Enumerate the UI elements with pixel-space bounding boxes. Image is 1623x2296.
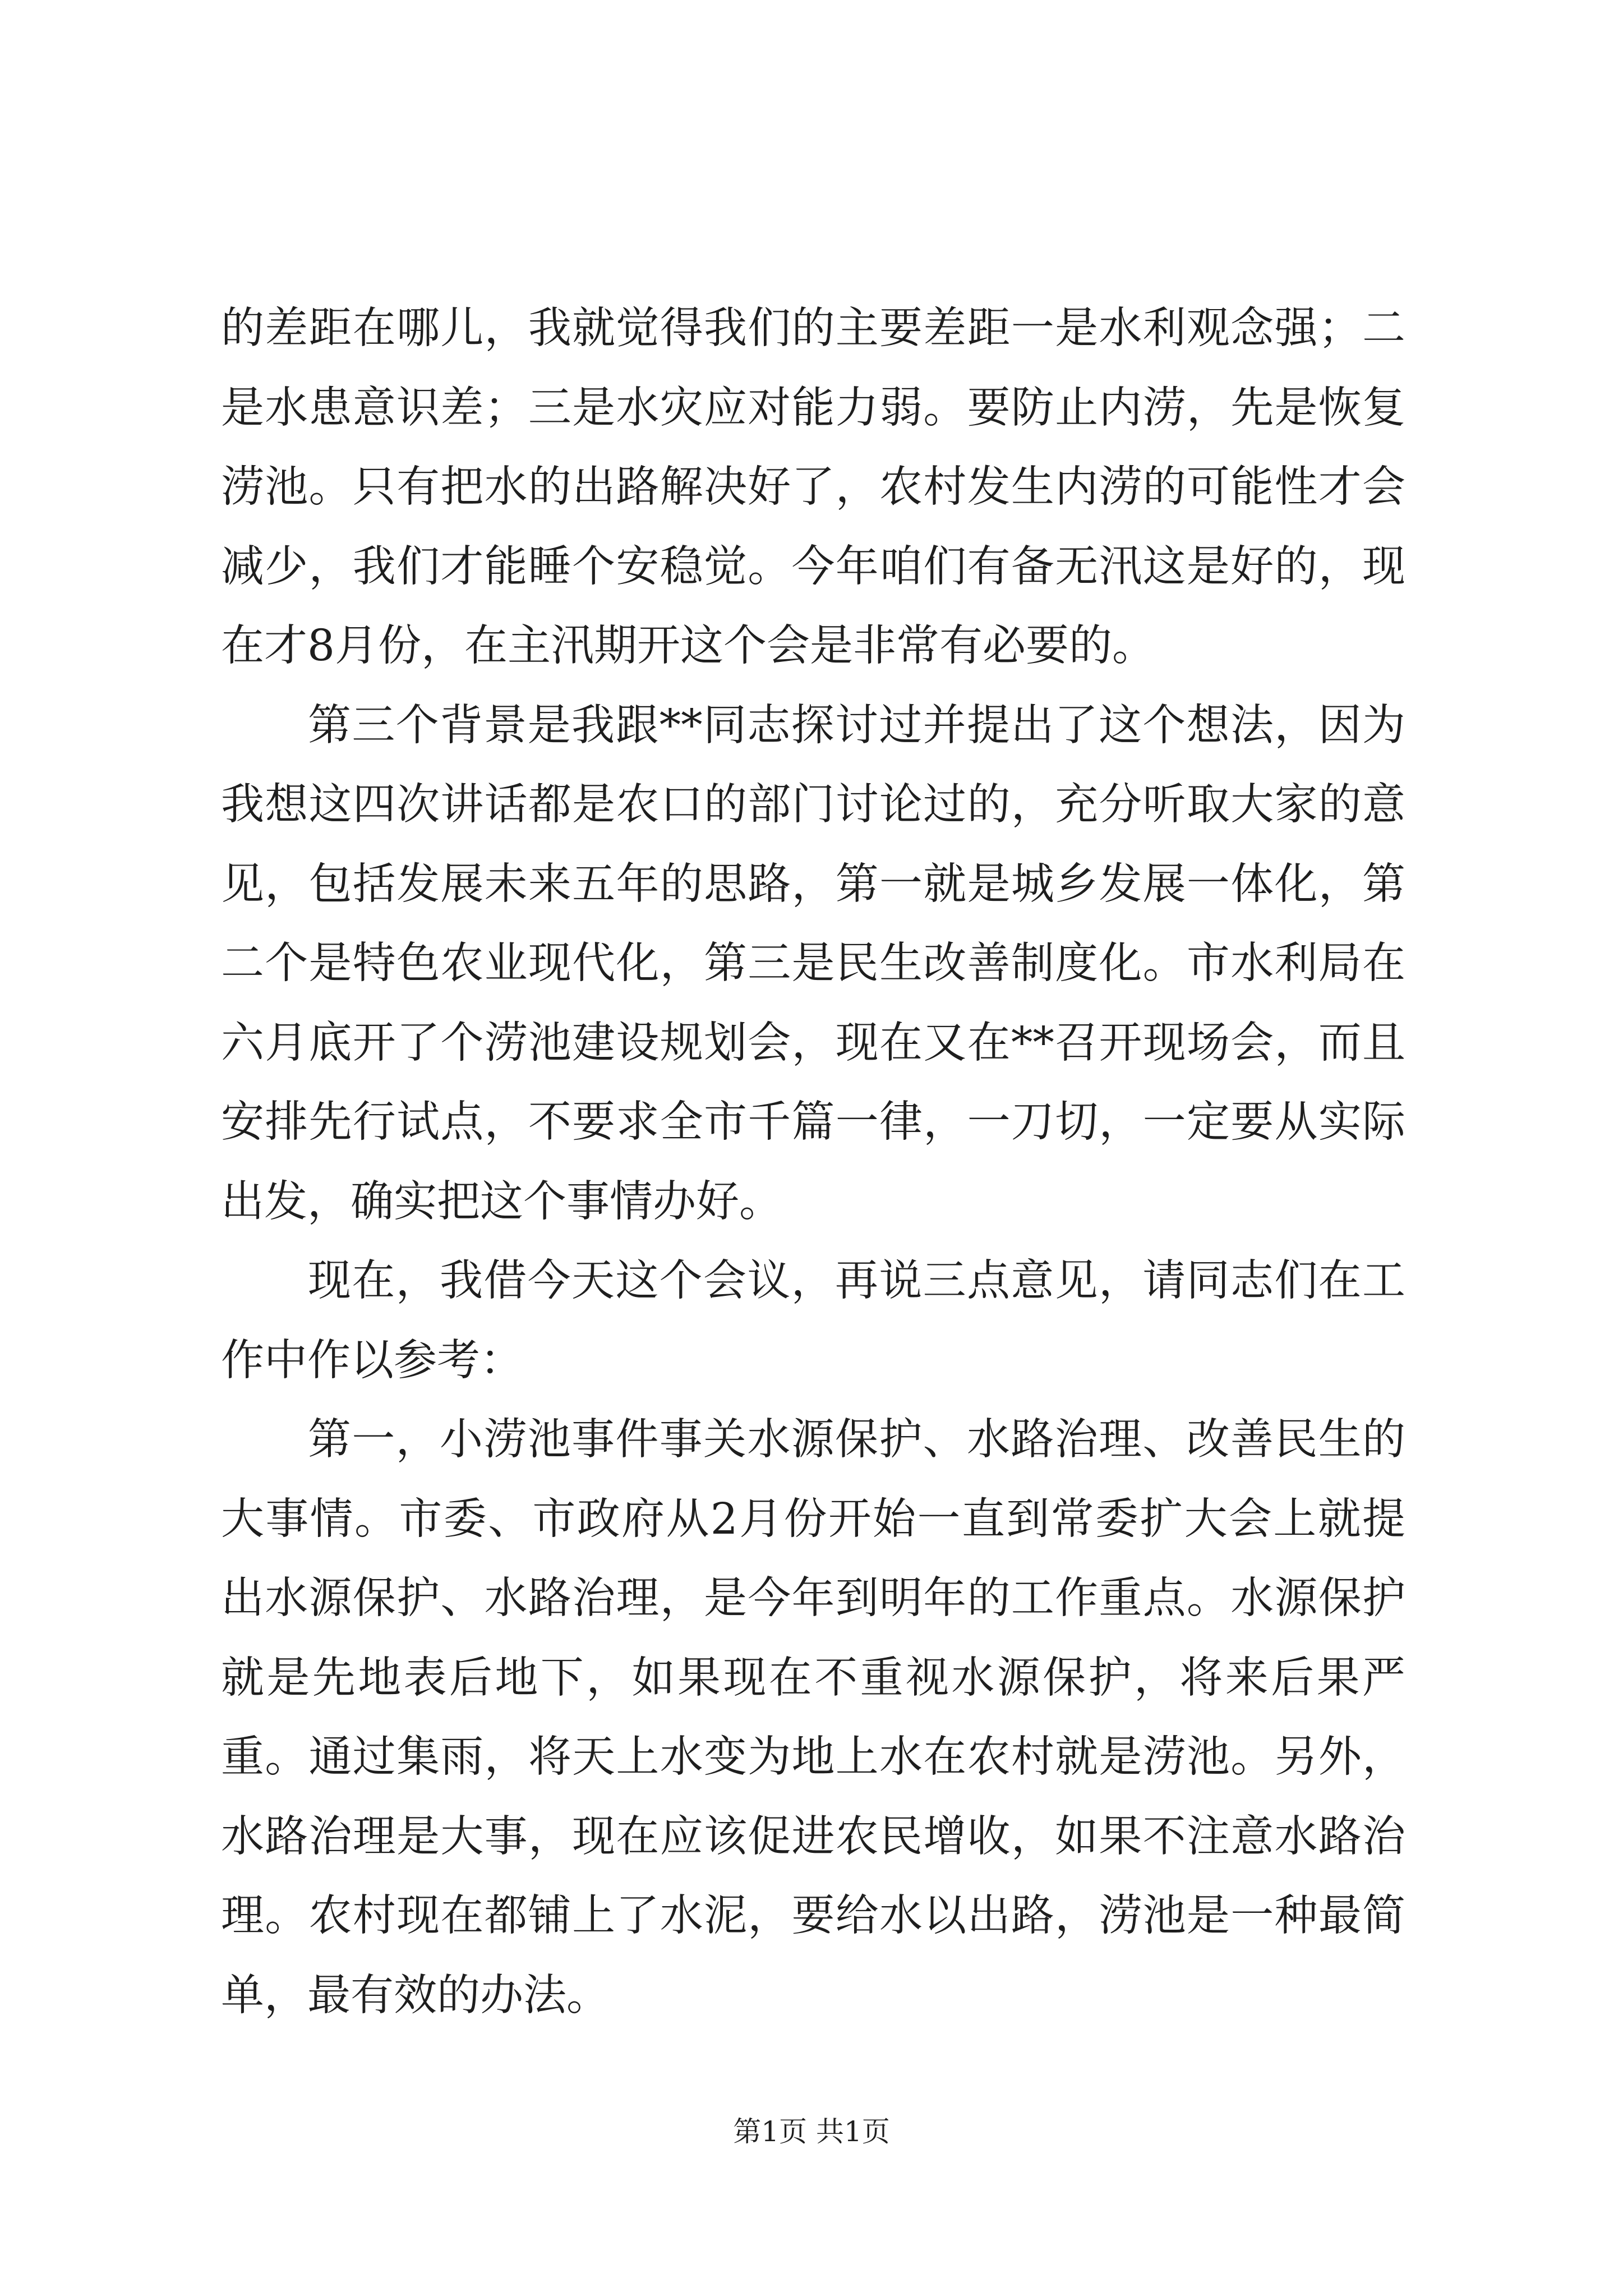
page-footer: 第1页 共1页 — [733, 2115, 890, 2148]
paragraph-4: 第一，小涝池事件事关水源保护、水路治理、改善民生的大事情。市委、市政府从2月份开始一直到常委扩大会上就提出水源保护、水路治理，是今年到明年的工作重点。水源保护就是先地表后地下，如果现在不重视水源保护，将来后果严重。通过集雨，将天上水变为地上水在农村就是涝池。另外，水路治理是大事，现在应该促进农民增收，如果不注意水路治理。农村现在都铺上了水泥，要给水以出路，涝池是一种最简单，最有效的办法。 — [221, 1415, 1405, 2021]
paragraph-1: 的差距在哪儿，我就觉得我们的主要差距一是水利观念强；二是水患意识差；三是水灾应对能力弱。要防止内涝，先是恢复涝池。只有把水的出路解决好了，农村发生内涝的可能性才会减少，我们才能睡个安稳觉。今年咱们有备无汛这是好的，现在才8月份，在主汛期开这个会是非常有必要的。 — [221, 303, 1405, 671]
paragraph-2: 第三个背景是我跟**同志探讨过并提出了这个想法，因为我想这四次讲话都是农口的部门讨论过的，充分听取大家的意见，包括发展未来五年的思路，第一就是城乡发展一体化，第二个是特色农业现代化，第三是民生改善制度化。市水利局在六月底开了个涝池建设规划会，现在又在**召开现场会，而且安排先行试点，不要求全市千篇一律，一刀切，一定要从实际出发，确实把这个事情办好。 — [221, 700, 1405, 1227]
document-body — [221, 289, 1405, 2035]
paragraph-3: 现在，我借今天这个会议，再说三点意见，请同志们在工作中作以参考： — [221, 1256, 1405, 1386]
